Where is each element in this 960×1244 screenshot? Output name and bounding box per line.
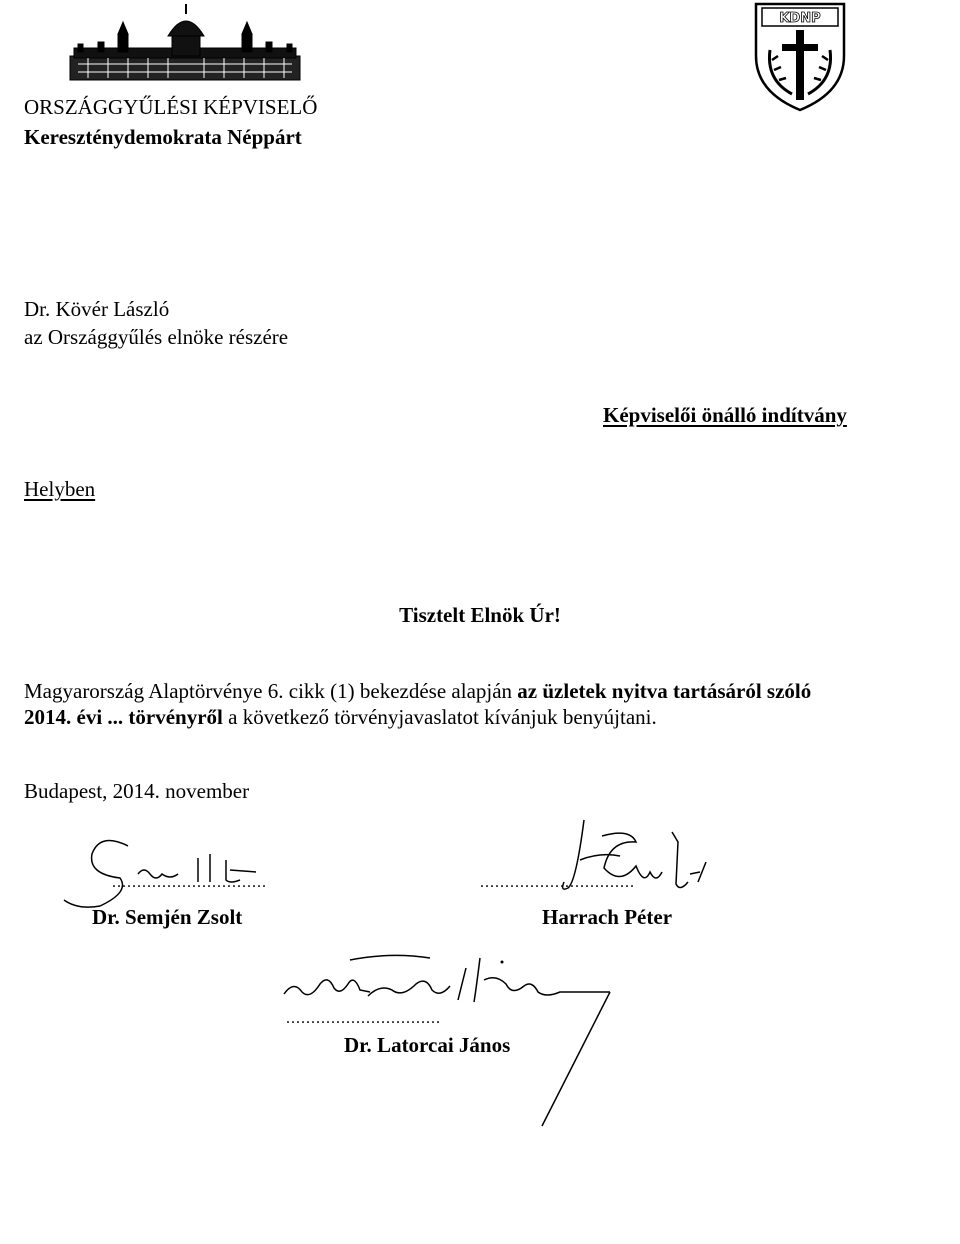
body-text-bold-2: 2014. évi ... törvényről (24, 705, 223, 729)
addressee-title: az Országgyűlés elnöke részére (24, 325, 289, 349)
body-line-1 (24, 678, 811, 704)
signature-semjen (30, 830, 300, 910)
signature-line-2: ............................... (480, 874, 635, 891)
salutation: Tisztelt Elnök Úr! (399, 603, 561, 627)
body-text-bold: az üzletek nyitva tartásáról szóló (517, 679, 812, 703)
body-text-plain-2: a következő törvényjavaslatot kívánjuk benyújtani. (222, 705, 657, 729)
header-title: ORSZÁGGYŰLÉSI KÉPVISELŐ (24, 95, 318, 119)
body-line-2 (24, 704, 657, 730)
signer-name-2: Harrach Péter (542, 905, 673, 929)
party-name: Kereszténydemokrata Néppárt (24, 125, 302, 149)
signature-line-1: ............................... (112, 874, 267, 891)
kdnp-party-logo (752, 0, 848, 112)
signer-name-3: Dr. Latorcai János (344, 1033, 511, 1057)
document-type: Képviselői önálló indítvány (603, 403, 847, 427)
body-text-plain: Magyarország Alaptörvénye 6. cikk (1) bekezdése alapján (24, 679, 518, 703)
place-label: Helyben (24, 477, 96, 501)
kdnp-logo-text: KDNP (779, 11, 821, 26)
addressee-name: Dr. Kövér László (24, 297, 170, 321)
signature-harrach (540, 812, 740, 912)
parliament-building-logo (68, 4, 302, 82)
signer-name-1: Dr. Semjén Zsolt (92, 905, 243, 929)
signature-line-3: ............................... (286, 1010, 441, 1027)
city-date: Budapest, 2014. november (24, 779, 250, 803)
